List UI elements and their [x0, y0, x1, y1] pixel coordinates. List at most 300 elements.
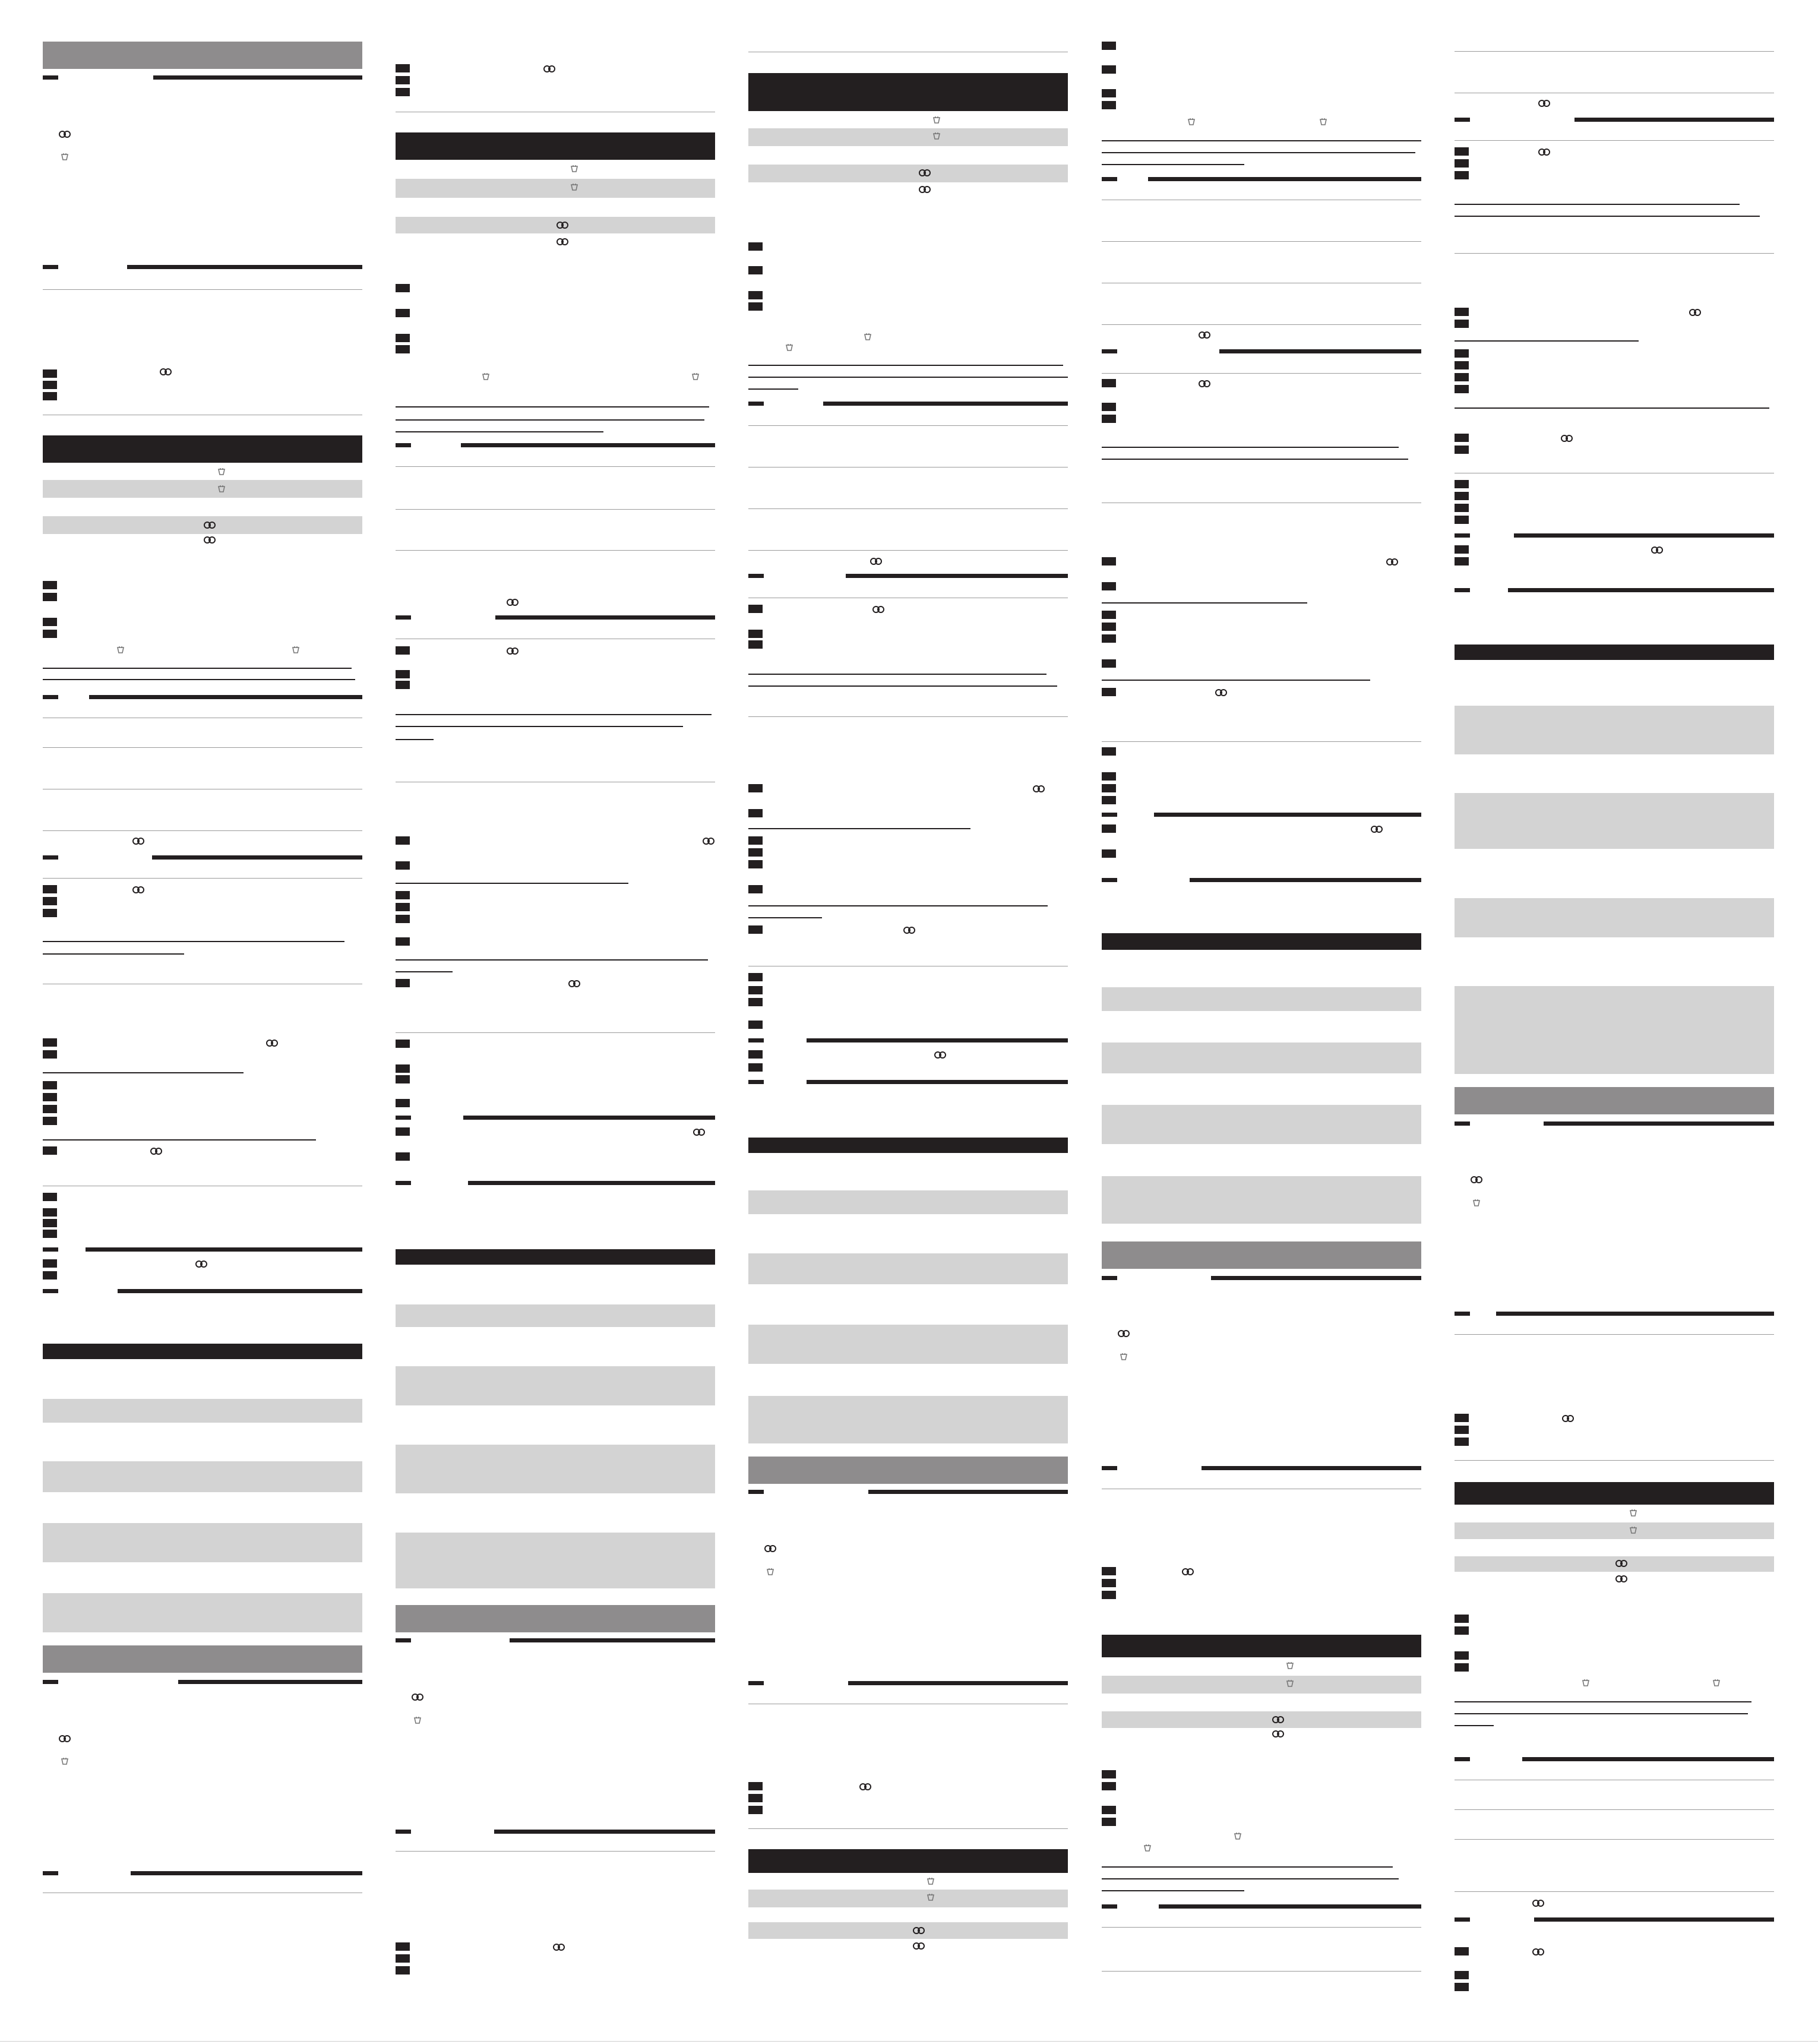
double-insulated-symbol-icon — [506, 646, 519, 656]
step-number-tab — [1455, 147, 1469, 156]
divider — [748, 550, 1068, 551]
step-number-tab — [1455, 504, 1469, 512]
underline-rule — [1102, 1890, 1244, 1891]
double-insulated-symbol-icon — [918, 168, 931, 178]
subheading-marker — [43, 1289, 58, 1293]
underline-rule — [1455, 204, 1740, 205]
underline-rule — [1102, 140, 1421, 141]
step-number-tab — [1102, 1770, 1116, 1778]
double-insulated-symbol-icon — [1198, 379, 1211, 388]
step-number-tab — [43, 897, 57, 905]
double-insulated-symbol-icon — [1470, 1175, 1483, 1184]
divider — [1455, 253, 1774, 254]
heading-rule — [823, 402, 1068, 406]
heading-rule — [1154, 813, 1421, 817]
step-number-tab — [1102, 849, 1116, 858]
divider — [748, 1828, 1068, 1829]
table-row-band — [396, 1366, 715, 1405]
heading-rule — [1159, 1904, 1421, 1909]
subheading-marker — [748, 1490, 764, 1494]
subheading-marker — [1455, 118, 1470, 122]
double-insulated-symbol-icon — [195, 1259, 208, 1269]
table-row-band — [1455, 986, 1774, 1074]
underline-rule — [748, 685, 1057, 687]
divider — [1455, 140, 1774, 141]
underline-rule — [1455, 407, 1769, 409]
plug-icon — [1579, 1679, 1592, 1688]
double-insulated-symbol-icon — [912, 1941, 925, 1951]
table-row-band — [748, 1253, 1068, 1284]
plug-icon — [114, 646, 127, 655]
table-row-band — [1102, 1676, 1421, 1694]
table-row-band — [1455, 1522, 1774, 1539]
double-insulated-symbol-icon — [1272, 1715, 1285, 1724]
heading-rule — [495, 615, 715, 620]
double-insulated-symbol-icon — [1117, 1329, 1130, 1338]
step-number-tab — [1455, 1651, 1469, 1660]
step-number-tab — [1455, 373, 1469, 381]
heading-rule — [89, 695, 362, 699]
step-number-tab — [1455, 557, 1469, 566]
subheading-marker — [396, 1116, 411, 1120]
subheading-marker — [748, 574, 764, 578]
subheading-marker — [396, 1830, 411, 1834]
heading-rule — [153, 75, 362, 80]
plug-icon — [1283, 1679, 1297, 1689]
plug-icon — [568, 183, 581, 192]
step-number-tab — [43, 1208, 57, 1217]
subheading-marker — [43, 1680, 58, 1684]
section-header-bar — [396, 1249, 715, 1265]
divider — [748, 716, 1068, 717]
divider — [1102, 741, 1421, 742]
step-number-tab — [1102, 1782, 1116, 1790]
step-number-tab — [396, 836, 410, 845]
step-number-tab — [1102, 1591, 1116, 1599]
step-number-tab — [396, 861, 410, 870]
underline-rule — [1102, 447, 1399, 448]
underline-rule — [396, 739, 434, 740]
step-number-tab — [396, 891, 410, 899]
plug-icon — [764, 1568, 777, 1577]
divider — [1455, 1809, 1774, 1810]
step-number-tab — [396, 1954, 410, 1963]
step-number-tab — [396, 1075, 410, 1083]
plug-icon — [1231, 1832, 1244, 1841]
divider — [396, 1032, 715, 1033]
table-row-band — [1455, 793, 1774, 849]
step-number-tab — [1102, 1806, 1116, 1814]
section-band — [43, 42, 362, 69]
heading-rule — [468, 1181, 715, 1185]
column-3 — [748, 0, 1068, 2044]
plug-icon — [479, 372, 492, 382]
double-insulated-symbol-icon — [1386, 557, 1399, 567]
step-number-tab — [748, 291, 763, 299]
step-number-tab — [1455, 308, 1469, 316]
underline-rule — [1455, 216, 1760, 217]
step-number-tab — [43, 1117, 57, 1125]
underline-rule — [396, 714, 712, 715]
divider — [1455, 1839, 1774, 1840]
underline-rule — [1102, 152, 1415, 153]
column-2 — [396, 0, 715, 2044]
double-insulated-symbol-icon — [918, 185, 931, 194]
step-number-tab — [1455, 1426, 1469, 1434]
subheading-marker — [43, 1871, 58, 1875]
table-row-band — [1102, 987, 1421, 1011]
double-insulated-symbol-icon — [859, 1782, 872, 1792]
double-insulated-symbol-icon — [159, 367, 172, 377]
underline-rule — [396, 883, 628, 884]
step-number-tab — [396, 915, 410, 923]
plug-icon — [861, 333, 874, 342]
double-insulated-symbol-icon — [150, 1146, 163, 1156]
table-row-band — [1455, 898, 1774, 937]
heading-rule — [1574, 118, 1774, 122]
step-number-tab — [396, 1152, 410, 1161]
heading-rule — [461, 443, 715, 447]
step-number-tab — [396, 1064, 410, 1073]
step-number-tab — [396, 1099, 410, 1107]
heading-rule — [1219, 349, 1421, 353]
step-number-tab — [1455, 1626, 1469, 1635]
heading-rule — [1211, 1276, 1421, 1280]
step-number-tab — [396, 1966, 410, 1975]
table-row-band — [396, 1533, 715, 1588]
step-number-tab — [748, 1021, 763, 1029]
subheading-marker — [1102, 1276, 1117, 1280]
double-insulated-symbol-icon — [934, 1050, 947, 1060]
section-header-bar — [1102, 1635, 1421, 1657]
divider — [1455, 1334, 1774, 1335]
section-band — [1102, 1241, 1421, 1269]
section-header-bar — [43, 1344, 362, 1359]
subheading-marker — [748, 402, 764, 406]
subheading-marker — [43, 75, 58, 80]
step-number-tab — [396, 64, 410, 72]
step-number-tab — [1102, 379, 1116, 387]
underline-rule — [1102, 459, 1408, 460]
double-insulated-symbol-icon — [58, 129, 71, 139]
step-number-tab — [748, 1806, 763, 1814]
section-header-bar — [1455, 1482, 1774, 1505]
step-number-tab — [396, 979, 410, 987]
plug-icon — [1627, 1526, 1640, 1536]
double-insulated-symbol-icon — [1215, 688, 1228, 697]
subheading-marker — [1102, 1904, 1117, 1909]
step-number-tab — [1455, 492, 1469, 500]
step-number-tab — [396, 681, 410, 689]
table-row-band — [396, 179, 715, 198]
step-number-tab — [43, 581, 57, 589]
step-number-tab — [1455, 446, 1469, 454]
table-row-band — [43, 516, 362, 534]
table-row-band — [43, 480, 362, 498]
table-row-band — [43, 1461, 362, 1492]
step-number-tab — [1102, 403, 1116, 411]
step-number-tab — [748, 302, 763, 311]
heading-rule — [510, 1638, 715, 1642]
underline-rule — [748, 388, 798, 390]
section-header-bar — [1102, 933, 1421, 950]
underline-rule — [396, 959, 708, 961]
table-row-band — [396, 217, 715, 233]
step-number-tab — [43, 381, 57, 389]
double-insulated-symbol-icon — [556, 220, 569, 230]
subheading-marker — [1102, 177, 1117, 181]
step-number-tab — [396, 334, 410, 342]
heading-rule — [463, 1116, 715, 1120]
step-number-tab — [748, 836, 763, 845]
heading-rule — [494, 1830, 715, 1834]
table-row-band — [1455, 706, 1774, 754]
table-row-band — [43, 1399, 362, 1423]
double-insulated-symbol-icon — [764, 1544, 777, 1553]
step-number-tab — [43, 1193, 57, 1201]
step-number-tab — [396, 937, 410, 946]
plug-icon — [1710, 1679, 1723, 1688]
step-number-tab — [748, 809, 763, 817]
heading-rule — [807, 1080, 1068, 1084]
step-number-tab — [748, 784, 763, 792]
column-1 — [43, 0, 362, 2044]
double-insulated-symbol-icon — [556, 237, 569, 247]
step-number-tab — [43, 630, 57, 638]
divider — [396, 550, 715, 551]
step-number-tab — [1102, 784, 1116, 792]
step-number-tab — [748, 986, 763, 994]
step-number-tab — [43, 1050, 57, 1059]
step-number-tab — [1455, 361, 1469, 369]
underline-rule — [43, 953, 184, 955]
heading-rule — [118, 1289, 362, 1293]
divider — [1455, 1891, 1774, 1892]
double-insulated-symbol-icon — [1538, 147, 1551, 157]
step-number-tab — [748, 848, 763, 857]
divider — [396, 466, 715, 467]
step-number-tab — [1102, 101, 1116, 109]
table-row-band — [43, 1523, 362, 1562]
plug-icon — [924, 1877, 937, 1887]
step-number-tab — [748, 925, 763, 934]
underline-rule — [396, 431, 603, 432]
step-number-tab — [396, 1127, 410, 1136]
plug-icon — [58, 153, 71, 162]
double-insulated-symbol-icon — [1538, 99, 1551, 108]
subheading-marker — [43, 1247, 58, 1252]
underline-rule — [1455, 1713, 1748, 1714]
subheading-marker — [1102, 1466, 1117, 1470]
subheading-marker — [1102, 813, 1117, 817]
double-insulated-symbol-icon — [1615, 1559, 1628, 1568]
section-header-bar — [1455, 645, 1774, 660]
step-number-tab — [43, 1230, 57, 1238]
subheading-marker — [1102, 349, 1117, 353]
subheading-marker — [43, 855, 58, 860]
double-insulated-symbol-icon — [568, 979, 581, 988]
double-insulated-symbol-icon — [132, 885, 145, 895]
underline-rule — [1102, 1878, 1399, 1879]
step-number-tab — [43, 618, 57, 626]
step-number-tab — [1455, 1971, 1469, 1979]
section-header-bar — [396, 132, 715, 160]
heading-rule — [868, 1490, 1068, 1494]
step-number-tab — [1455, 1983, 1469, 1991]
table-row-band — [748, 1396, 1068, 1443]
plug-icon — [568, 165, 581, 174]
double-insulated-symbol-icon — [265, 1038, 279, 1048]
step-number-tab — [1455, 320, 1469, 328]
step-number-tab — [748, 630, 763, 638]
step-number-tab — [1455, 349, 1469, 358]
section-header-bar — [748, 73, 1068, 111]
page-bottom-edge — [0, 2041, 1818, 2042]
double-insulated-symbol-icon — [1370, 824, 1383, 834]
step-number-tab — [1102, 611, 1116, 619]
step-number-tab — [43, 1105, 57, 1113]
plug-icon — [1185, 118, 1198, 127]
step-number-tab — [748, 1782, 763, 1790]
step-number-tab — [396, 88, 410, 96]
divider — [1455, 51, 1774, 52]
subheading-marker — [1455, 533, 1470, 538]
step-number-tab — [1455, 1438, 1469, 1446]
double-insulated-symbol-icon — [1561, 1414, 1574, 1423]
column-5 — [1455, 0, 1774, 2044]
divider — [43, 878, 362, 879]
double-insulated-symbol-icon — [552, 1942, 565, 1952]
divider — [43, 289, 362, 290]
divider — [748, 508, 1068, 509]
divider — [396, 509, 715, 510]
double-insulated-symbol-icon — [1615, 1574, 1628, 1584]
subheading-marker — [1455, 1121, 1470, 1126]
step-number-tab — [748, 1794, 763, 1802]
step-number-tab — [748, 973, 763, 981]
underline-rule — [748, 674, 1046, 675]
step-number-tab — [396, 646, 410, 655]
step-number-tab — [43, 392, 57, 400]
double-insulated-symbol-icon — [506, 598, 519, 607]
heading-rule — [848, 1681, 1068, 1685]
step-number-tab — [748, 266, 763, 274]
plug-icon — [1470, 1199, 1483, 1208]
step-number-tab — [1455, 1663, 1469, 1672]
step-number-tab — [396, 76, 410, 84]
heading-rule — [1508, 588, 1774, 592]
subheading-marker — [1102, 878, 1117, 882]
step-number-tab — [396, 1942, 410, 1951]
double-insulated-symbol-icon — [1532, 1947, 1545, 1957]
plug-icon — [783, 343, 796, 353]
step-number-tab — [748, 860, 763, 868]
underline-rule — [396, 419, 704, 421]
step-number-tab — [1102, 582, 1116, 590]
table-row-band — [43, 1593, 362, 1632]
step-number-tab — [1455, 385, 1469, 393]
step-number-tab — [1102, 42, 1116, 50]
underline-rule — [43, 1139, 316, 1141]
step-number-tab — [748, 885, 763, 893]
section-band — [396, 1605, 715, 1632]
heading-rule — [1148, 177, 1421, 181]
divider — [748, 425, 1068, 426]
plug-icon — [58, 1757, 71, 1767]
step-number-tab — [748, 242, 763, 251]
step-number-tab — [1455, 480, 1469, 488]
step-number-tab — [396, 345, 410, 353]
underline-rule — [748, 905, 1048, 906]
table-row-band — [748, 1325, 1068, 1364]
step-number-tab — [43, 1146, 57, 1155]
heading-rule — [1544, 1121, 1774, 1126]
table-row-band — [748, 165, 1068, 182]
plug-icon — [289, 646, 302, 655]
step-number-tab — [1102, 1818, 1116, 1826]
table-row-band — [748, 1922, 1068, 1939]
double-insulated-symbol-icon — [903, 925, 916, 935]
column-4 — [1102, 0, 1421, 2044]
step-number-tab — [1102, 747, 1116, 756]
underline-rule — [1102, 1866, 1393, 1868]
divider — [1102, 241, 1421, 242]
table-row-band — [748, 1190, 1068, 1214]
step-number-tab — [1102, 659, 1116, 668]
underline-rule — [1455, 1725, 1494, 1726]
table-row-band — [748, 1890, 1068, 1907]
heading-rule — [86, 1247, 362, 1252]
plug-icon — [930, 132, 943, 141]
underline-rule — [43, 668, 352, 669]
section-header-bar — [748, 1849, 1068, 1873]
double-insulated-symbol-icon — [1198, 330, 1211, 340]
plug-icon — [411, 1716, 424, 1726]
plug-icon — [1141, 1844, 1154, 1853]
heading-rule — [127, 265, 362, 269]
subheading-marker — [396, 1181, 411, 1185]
table-row-band — [396, 1445, 715, 1493]
double-insulated-symbol-icon — [132, 836, 145, 846]
double-insulated-symbol-icon — [58, 1734, 71, 1743]
step-number-tab — [396, 670, 410, 678]
step-number-tab — [1102, 1579, 1116, 1587]
step-number-tab — [43, 593, 57, 601]
step-number-tab — [1102, 796, 1116, 804]
divider — [1455, 1460, 1774, 1461]
subheading-marker — [748, 1080, 764, 1084]
double-insulated-symbol-icon — [702, 836, 715, 846]
step-number-tab — [43, 1219, 57, 1227]
step-number-tab — [1455, 1615, 1469, 1623]
step-number-tab — [396, 284, 410, 292]
step-number-tab — [1102, 824, 1116, 833]
plug-icon — [215, 467, 228, 477]
underline-rule — [43, 941, 344, 942]
step-number-tab — [43, 909, 57, 917]
underline-rule — [1102, 164, 1244, 165]
plug-icon — [215, 485, 228, 494]
underline-rule — [1455, 340, 1639, 342]
double-insulated-symbol-icon — [1689, 308, 1702, 317]
table-row-band — [1102, 1042, 1421, 1073]
subheading-marker — [396, 1638, 411, 1642]
subheading-marker — [43, 265, 58, 269]
table-row-band — [396, 1304, 715, 1327]
step-number-tab — [396, 903, 410, 911]
step-number-tab — [1102, 772, 1116, 781]
underline-rule — [396, 971, 453, 972]
